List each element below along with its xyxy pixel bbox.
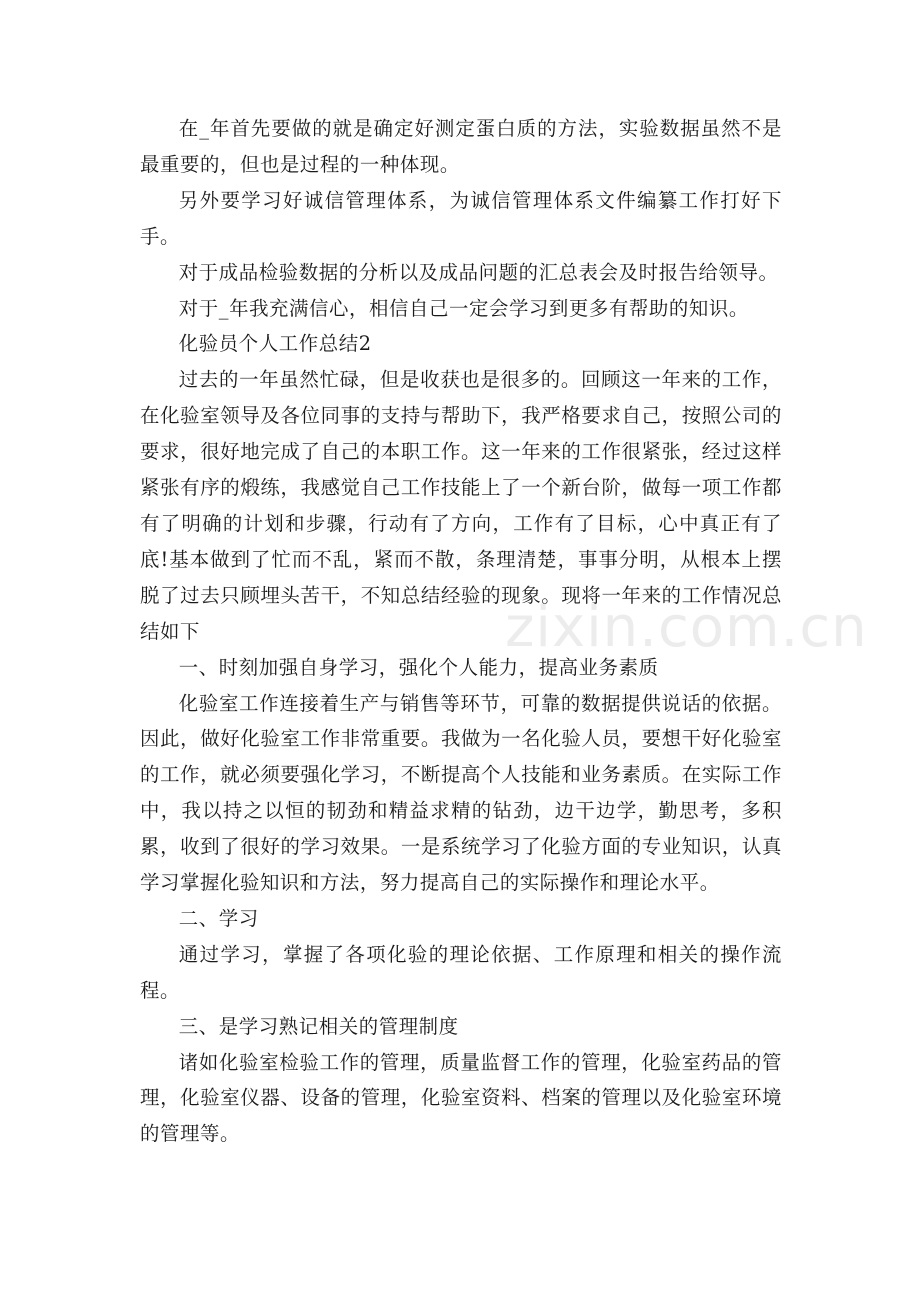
paragraph-management: 诸如化验室检验工作的管理，质量监督工作的管理，化验室药品的管理，化验室仪器、设备的管理，化验室资料、档案的管理以及化验室环境的管理等。 bbox=[140, 1050, 782, 1146]
heading-point-three: 三、是学习熟记相关的管理制度 bbox=[178, 1014, 459, 1038]
section-title-summary-2: 化验员个人工作总结2 bbox=[178, 332, 372, 356]
paragraph-protein-method: 在_年首先要做的就是确定好测定蛋白质的方法，实验数据虽然不是最重要的，但也是过程的一种体现。 bbox=[140, 117, 782, 176]
paragraph-lab-work: 化验室工作连接着生产与销售等环节，可靠的数据提供说话的依据。因此，做好化验室工作非常重要。我做为一名化验人员，要想干好化验室的工作，就必须要强化学习，不断提高个人技能和业务素质。在实际工作中，我以持之以恒的韧劲和精益求精的钻劲，边干边学，勤思考，多积累，收到了很好的学习效果。一是系统学习了化验方面的专业知识，认真学习掌握化验知识和方法，努力提高自己的实际操作和理论水平。 bbox=[140, 691, 782, 895]
paragraph-learning: 通过学习，掌握了各项化验的理论依据、工作原理和相关的操作流程。 bbox=[140, 942, 782, 1002]
paragraph-integrity-system: 另外要学习好诚信管理体系，为诚信管理体系文件编纂工作打好下手。 bbox=[140, 188, 782, 248]
heading-point-one: 一、时刻加强自身学习，强化个人能力，提高业务素质 bbox=[178, 655, 659, 679]
paragraph-confidence: 对于_年我充满信心，相信自己一定会学习到更多有帮助的知识。 bbox=[178, 296, 749, 320]
heading-point-two: 二、学习 bbox=[178, 906, 259, 930]
paragraph-year-review: 过去的一年虽然忙碌，但是收获也是很多的。回顾这一年来的工作，在化验室领导及各位同事的支持与帮助下，我严格要求自己，按照公司的要求，很好地完成了自己的本职工作。这一年来的工作很紧张，经过这样紧张有序的煅练，我感觉自己工作技能上了一个新台阶，做每一项工作都有了明确的计划和步骤，行动有了方向，工作有了目标，心中真正有了底!基本做到了忙而不乱，紧而不散，条理清楚，事事分明，从根本上摆脱了过去只顾埋头苦干，不知总结经验的现象。现将一年来的工作情况总结如下 bbox=[140, 368, 782, 643]
paragraph-inspection-data: 对于成品检验数据的分析以及成品问题的汇总表会及时报告给领导。 bbox=[178, 260, 779, 284]
watermark-logo: zixin.com.cn bbox=[505, 595, 868, 660]
document-body bbox=[140, 111, 782, 1152]
